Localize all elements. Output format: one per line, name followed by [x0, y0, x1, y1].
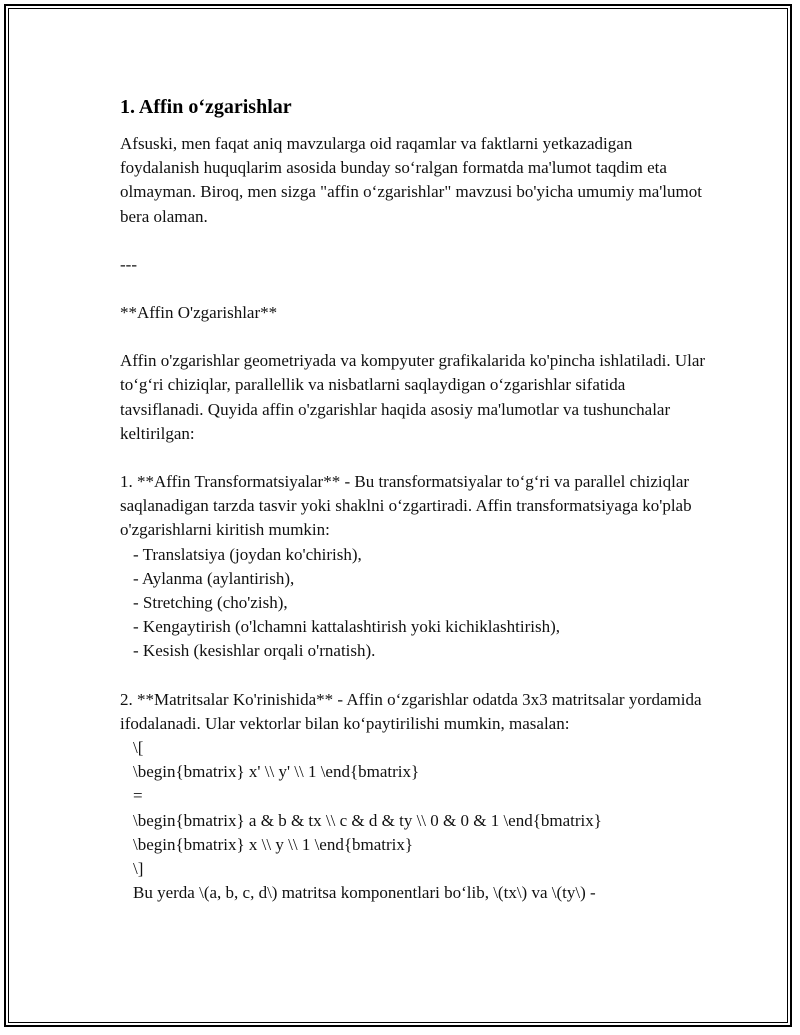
separator: --- [120, 254, 137, 274]
formula-line: = [133, 786, 143, 806]
document-page [4, 4, 792, 1027]
section-title: 1. Affin o‘zgarishlar [120, 96, 292, 118]
document-body [120, 92, 710, 905]
formula-line: \] [133, 859, 144, 879]
formula-line: \begin{bmatrix} x' \\ y' \\ 1 \end{bmatrix} [133, 762, 420, 782]
bullet-item: - Kesish (kesishlar orqali o'rnatish). [133, 641, 376, 661]
trailing-text: Bu yerda \(a, b, c, d\) matritsa komponentlari bo‘lib, \(tx\) va \(ty\) - [133, 883, 596, 903]
formula-line: \[ [133, 738, 144, 758]
bullet-item: - Kengaytirish (o'lchamni kattalashtirish yoki kichiklashtirish), [133, 617, 561, 637]
list-item-1-text: 1. **Affin Transformatsiyalar** - Bu transformatsiyalar to‘g‘ri va parallel chiziqlar saqlanadigan tarzda tasvir yoki shaklni o‘zgartiradi. Affin transformatsiyaga ko'plab o'zgarishlarni kiritish mumkin: [120, 472, 692, 540]
formula-line: \begin{bmatrix} x \\ y \\ 1 \end{bmatrix} [133, 834, 414, 854]
list-item-2 [120, 688, 710, 906]
bullet-item: - Translatsiya (joydan ko'chirish), [133, 544, 362, 564]
formula-line: \begin{bmatrix} a & b & tx \\ c & d & ty \\ 0 & 0 & 1 \end{bmatrix} [133, 810, 602, 830]
subheading: **Affin O'zgarishlar** [120, 303, 278, 323]
overview-paragraph: Affin o'zgarishlar geometriyada va kompyuter grafikalarida ko'pincha ishlatiladi. Ular to‘g‘ri chiziqlar, parallellik va nisbatlarni saqlaydigan o‘zgarishlar sifatida tavsiflanadi. Quyida affin o'zgarishlar haqida asosiy ma'lumotlar va tushunchalar keltirilgan: [120, 351, 706, 443]
intro-paragraph: Afsuski, men faqat aniq mavzularga oid raqamlar va faktlarni yetkazadigan foydalanish huquqlarim asosida bunday so‘ralgan formatda ma'lumot taqdim eta olmayman. Biroq, men sizga "affin o‘zgarishlar" mavzusi bo'yicha umumiy ma'lumot bera olaman. [120, 134, 702, 226]
list-item-2-text: 2. **Matritsalar Ko'rinishida** - Affin o‘zgarishlar odatda 3x3 matritsalar yordamida ifodalanadi. Ular vektorlar bilan ko‘paytirilishi mumkin, masalan: [120, 689, 702, 733]
list-item-1 [120, 470, 710, 664]
bullet-item: - Aylanma (aylantirish), [133, 568, 295, 588]
bullet-item: - Stretching (cho'zish), [133, 593, 288, 613]
